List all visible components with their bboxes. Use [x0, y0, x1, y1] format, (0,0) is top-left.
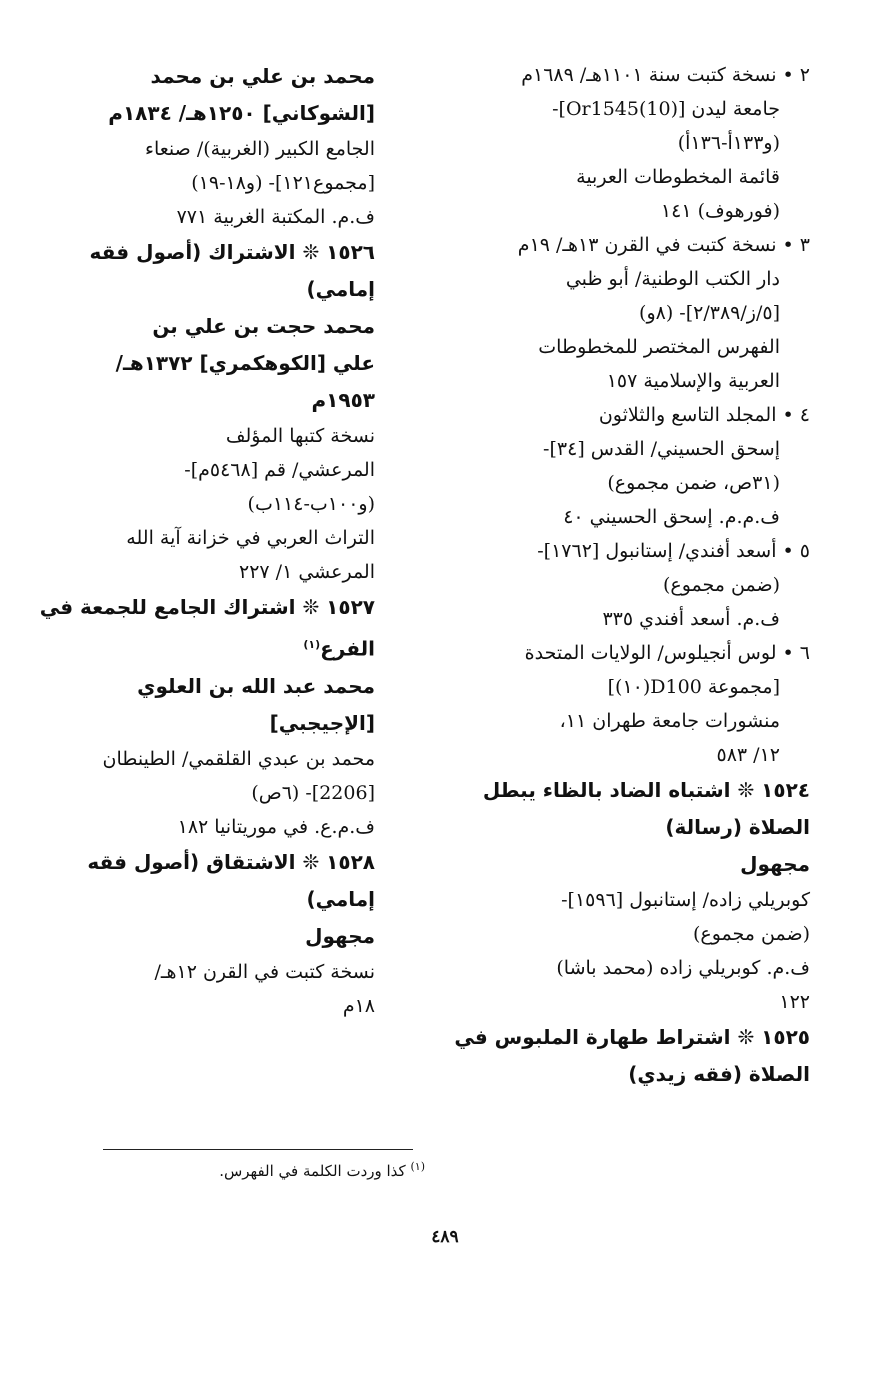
author-line: محمد عبد الله بن العلوي [137, 673, 375, 698]
text-line: [2206]- (٦ص) [251, 781, 375, 804]
manuscript-item-line: ٢ • نسخة كتبت سنة ١١٠١هـ/ ١٦٨٩م [521, 64, 810, 86]
author-line: ١٩٥٣م [311, 388, 375, 412]
footnote-text: كذا وردت الكلمة في الفهرس. [219, 1162, 406, 1180]
text-line: دار الكتب الوطنية/ أبو ظبي [565, 268, 780, 290]
entry-heading-line [75, 626, 375, 668]
text-line: [٥/ز/٢/٣٨٩]- (٨و) [639, 302, 780, 324]
entry-heading-line: إمامي) [306, 277, 375, 301]
text-line: المرعشي ١/ ٢٢٧ [239, 561, 375, 583]
text-line: ف.م.ع. في موريتانيا ١٨٢ [177, 815, 375, 838]
entry-heading-line: ١٥٢٨ ❊ الاشتقاق (أصول فقه [87, 849, 375, 874]
entry-heading-line: إمامي) [306, 886, 375, 911]
text-line: الفهرس المختصر للمخطوطات [538, 336, 780, 358]
text-line: [مجموع١٢١]- (و١٨-١٩) [191, 172, 375, 194]
manuscript-item-line: ٦ • لوس أنجيلوس/ الولايات المتحدة [524, 642, 810, 664]
text-line: العربية والإسلامية ١٥٧ [606, 370, 780, 392]
text-line: إسحق الحسيني/ القدس [٣٤]- [543, 438, 780, 460]
page-number: ٤٨٩ [431, 1227, 459, 1247]
entry-heading-line: ١٥٢٧ ❊ اشتراك الجامع للجمعة في [39, 595, 375, 619]
text-line: (و١٠٠ب-١١٤ب) [247, 493, 375, 515]
manuscript-item-line: ٣ • نسخة كتبت في القرن ١٣هـ/ ١٩م [517, 234, 810, 256]
text-line: ف.م. كوبريلي زاده (محمد باشا) [556, 957, 810, 979]
left-column [39, 58, 375, 1023]
heading-text: الفرع [320, 636, 375, 661]
footnote-divider [103, 1149, 413, 1150]
footnote-marker: (١) [410, 1160, 425, 1173]
text-line: التراث العربي في خزانة آية الله [126, 527, 375, 549]
entry-heading-line: ١٥٢٦ ❊ الاشتراك (أصول فقه [89, 240, 375, 264]
text-line: ١٢/ ٥٨٣ [716, 744, 780, 766]
text-line: جامعة ليدن [Or1545(10)]- [552, 98, 780, 120]
footnote-reference: (١) [303, 638, 321, 651]
text-line: ١٢٢ [779, 991, 810, 1013]
right-column [454, 58, 810, 1093]
author-line: مجهول [740, 852, 810, 876]
text-line: ف.م. المكتبة الغربية ٧٧١ [176, 206, 375, 228]
text-line: [مجموعة D100(١٠)] [607, 676, 780, 698]
entry-heading-line: الصلاة (فقه زيدي) [628, 1062, 810, 1086]
entry-heading-line: الصلاة (رسالة) [665, 815, 810, 839]
author-line: محمد بن علي بن محمد [150, 64, 375, 88]
text-line: منشورات جامعة طهران ١١، [559, 710, 780, 732]
text-line: (ضمن مجموع) [692, 923, 810, 945]
text-line: نسخة كتبها المؤلف [225, 425, 375, 447]
text-line: قائمة المخطوطات العربية [576, 166, 780, 188]
text-line: المرعشي/ قم [٥٤٦٨م]- [184, 459, 375, 481]
text-line: نسخة كتبت في القرن ١٢هـ/ [154, 960, 375, 983]
manuscript-item-line: ٤ • المجلد التاسع والثلاثون [598, 404, 810, 426]
text-line: (٣١ص، ضمن مجموع) [607, 472, 780, 494]
text-line: ١٨م [342, 994, 375, 1017]
text-line: كوبريلي زاده/ إستانبول [١٥٩٦]- [561, 889, 810, 911]
author-line: علي [الكوهكمري] ١٣٧٢هـ/ [115, 351, 375, 375]
author-line: [الإجيجبي] [269, 710, 375, 735]
text-line: ف.م.م. إسحق الحسيني ٤٠ [563, 506, 780, 528]
entry-heading-line: ١٥٢٥ ❊ اشتراط طهارة الملبوس في [454, 1025, 810, 1049]
author-line: [الشوكاني] ١٢٥٠هـ/ ١٨٣٤م [108, 101, 375, 125]
entry-heading-line: ١٥٢٤ ❊ اشتباه الضاد بالظاء يبطل [482, 778, 810, 802]
text-line: (فورهوف) ١٤١ [660, 200, 780, 222]
text-line: ف.م. أسعد أفندي ٣٣٥ [602, 608, 780, 630]
text-line: (ضمن مجموع) [662, 574, 780, 596]
text-line: (و١٣٣أ-١٣٦أ) [677, 132, 780, 154]
author-line: محمد حجت بن علي بن [152, 314, 375, 338]
manuscript-item-line: ٥ • أسعد أفندي/ إستانبول [١٧٦٢]- [537, 540, 810, 562]
footnote [190, 1160, 425, 1180]
text-line: الجامع الكبير (الغربية)/ صنعاء [145, 138, 375, 160]
text-line: محمد بن عبدي القلقمي/ الطينطان [102, 747, 375, 770]
author-line: مجهول [305, 923, 375, 948]
